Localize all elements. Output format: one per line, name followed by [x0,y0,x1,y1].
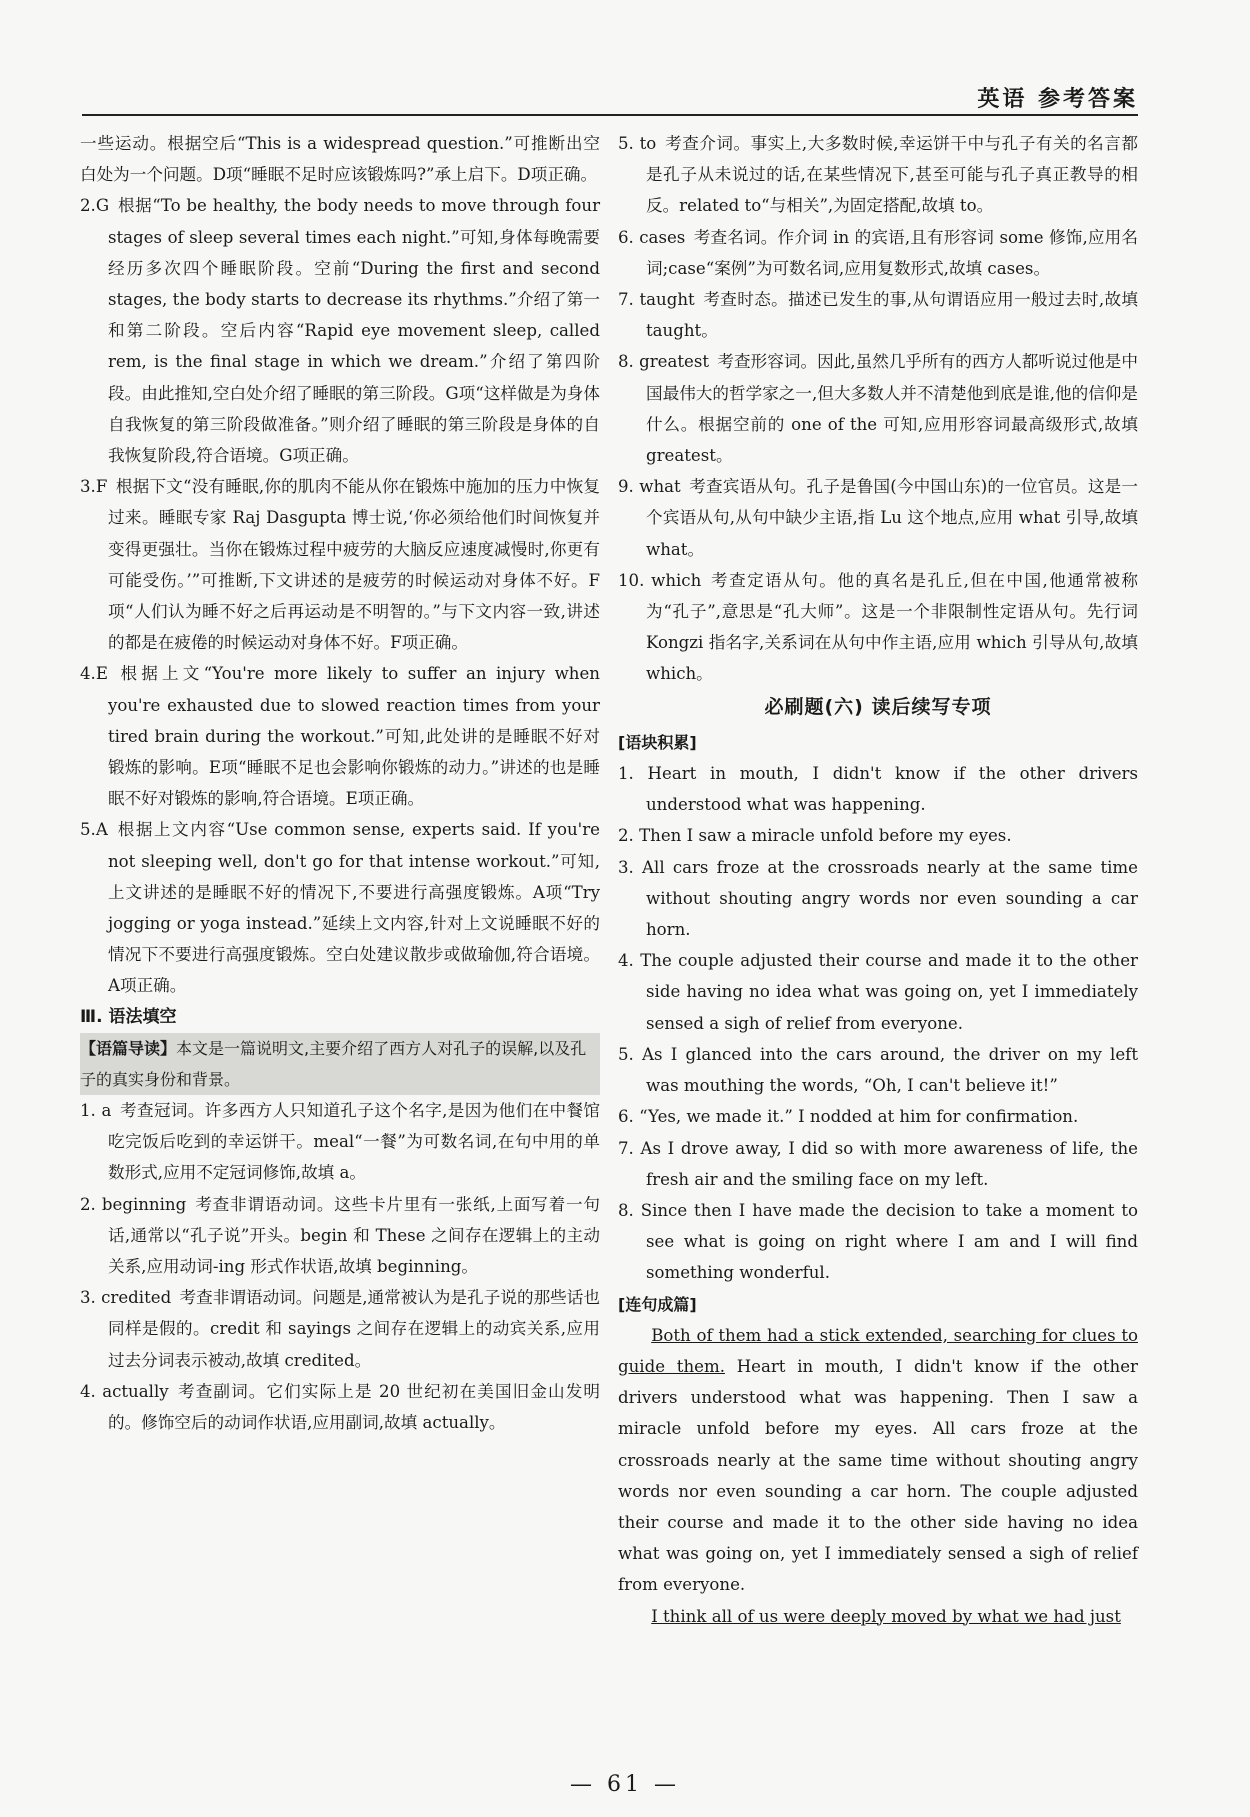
reading-answers [80,190,600,1001]
item-explanation: 根据上文“You're more likely to suffer an injury when you're exhausted due to slowed reaction times from your tired brain during the workout.”可知,此处讲的是睡眠不好对锻炼的影响。E项“睡眠不足也会影响你锻炼的动力。”讲述的也是睡眠不好对锻炼的影响,符合语境。E项正确。 [108,664,600,809]
underlined-opening: Both of them had a stick extended, searching for clues to guide them. [618,1325,1138,1376]
chunk-sentence: 4. The couple adjusted their course and made it to the other side having no idea what was going on, yet I immediately sensed a sigh of relief from everyone. [618,951,1138,1033]
grammar-item [618,471,1138,565]
grammar-item [80,1282,600,1376]
item-number: 1. a [80,1100,112,1120]
grammar-item [80,1189,600,1283]
item-number: 4.E [80,664,108,684]
item-explanation: 考查非谓语动词。问题是,通常被认为是孔子说的那些话也同样是假的。credit 和 sayings 之间存在逻辑上的动宾关系,应用过去分词表示被动,故填 credited。 [108,1288,600,1370]
item-number: 2.G [80,196,110,216]
passage-guide [80,1033,600,1095]
item-number: 5.A [80,820,108,840]
left-intro: 一些运动。根据空后“This is a widespread question.”可推断出空白处为一个问题。D项“睡眠不足时应该锻炼吗?”承上启下。D项正确。 [80,134,600,185]
grammar-item [618,222,1138,284]
guide-text: 本文是一篇说明文,主要介绍了西方人对孔子的误解,以及孔子的真实身份和背景。 [80,1038,587,1089]
answer-item [80,471,600,658]
item-number: 7. taught [618,290,695,310]
item-explanation: 考查定语从句。他的真名是孔丘,但在中国,他通常被称为“孔子”,意思是“孔大师”。这是一个非限制性定语从句。先行词 Kongzi 指名字,关系词在从句中作主语,应用 which 引导从句,故填 which。 [646,570,1138,684]
item-number: 8. greatest [618,352,710,372]
chunks-label: [语块积累] [618,732,697,752]
header-title: 英语 参考答案 [977,87,1138,112]
item-explanation: 根据上文内容“Use common sense, experts said. If you're not sleeping well, don't go for that intense workout.”可知,上文讲述的是睡眠不好的情况下,不要进行高强度锻炼。A项“Try jogging or yoga instead.”延续上文内容,针对上文说睡眠不好的情况下不要进行高强度锻炼。空白处建议散步或做瑜伽,符合语境。A项正确。 [108,820,600,996]
chunk-sentence: 8. Since then I have made the decision to take a moment to see what is going on right where I am and I will find something wonderful. [618,1200,1138,1283]
item-explanation: 根据“To be healthy, the body needs to move through four stages of sleep several times each night.”可知,身体每晚需要经历多次四个睡眠阶段。空前“During the first and second stages, the body starts to decrease its rhythms.”介绍了第一和第二阶段。空后内容“Rapid eye movement sleep, called rem, is the final stage in which we dream.”介绍了第四阶段。由此推知,空白处介绍了睡眠的第三阶段。G项“这样做是为身体自我恢复的第三阶段做准备。”则介绍了睡眠的第三阶段是身体的自我恢复阶段,符合语境。G项正确。 [108,196,600,466]
grammar-item [618,565,1138,690]
grammar-item [80,1095,600,1189]
section-3-heading: Ⅲ. 语法填空 [80,1006,177,1027]
item-explanation: 考查形容词。因此,虽然几乎所有的西方人都听说过他是中国最伟大的哲学家之一,但大多数人并不清楚他到底是谁,他的信仰是什么。根据空前的 one of the 可知,应用形容词最高级形式,故填 greatest。 [646,352,1139,466]
linked-paragraph-2 [618,1601,1138,1632]
chunk-sentence: 5. As I glanced into the cars around, the driver on my left was mouthing the words, “Oh, I can't believe it!” [618,1044,1138,1096]
item-explanation: 根据下文“没有睡眠,你的肌肉不能从你在锻炼中施加的压力中恢复过来。睡眠专家 Raj Dasgupta 博士说,‘你必须给他们时间恢复并变得更强壮。当你在锻炼过程中疲劳的大脑反应速度减慢时,你更有可能受伤。’”可推断,下文讲述的是疲劳的时候运动对身体不好。F项“人们认为睡不好之后再运动是不明智的。”与下文内容一致,讲述的都是在疲倦的时候运动对身体不好。F项正确。 [108,477,600,653]
grammar-answers-right [618,128,1138,690]
item-explanation: 考查宾语从句。孔子是鲁国(今中国山东)的一位官员。这是一个宾语从句,从句中缺少主语,指 Lu 这个地点,应用 what 引导,故填 what。 [646,477,1139,559]
chunk-list [618,758,1138,1288]
chunk-sentence: 2. Then I saw a miracle unfold before my eyes. [618,826,1012,846]
item-number: 9. what [618,477,681,497]
grammar-item [618,128,1138,222]
chunk-sentence: 3. All cars froze at the crossroads nearly at the same time without shouting angry words nor even sounding a car horn. [618,857,1138,940]
grammar-answers-left [80,1095,600,1438]
underlined-opening-2: I think all of us were deeply moved by what we had just [651,1606,1121,1626]
chunk-sentence: 6. “Yes, we made it.” I nodded at him for confirmation. [618,1107,1079,1127]
item-number: 3.F [80,477,108,497]
chunk-sentence: 1. Heart in mouth, I didn't know if the other drivers understood what was happening. [618,764,1138,815]
guide-tag: 【语篇导读】 [80,1038,177,1058]
grammar-item [618,346,1138,471]
answer-item [80,658,600,814]
item-explanation: 考查非谓语动词。这些卡片里有一张纸,上面写着一句话,通常以“孔子说”开头。begin 和 These 之间存在逻辑上的主动关系,应用动词-ing 形式作状语,故填 beginning。 [108,1194,600,1276]
chunk-sentence: 7. As I drove away, I did so with more awareness of life, the fresh air and the smiling face on my left. [618,1138,1138,1189]
item-number: 5. to [618,134,657,153]
grammar-item [80,1376,600,1438]
answer-item [80,190,600,471]
grammar-item [618,284,1138,346]
item-number: 6. cases [618,227,686,247]
item-number: 3. credited [80,1288,172,1308]
page-number: — 61 — [570,1772,680,1797]
section-6-title: 必刷题(六) 读后续写专项 [764,695,992,718]
page-header [82,80,1138,116]
linked-paragraph [618,1320,1138,1601]
paragraph-body: Heart in mouth, I didn't know if the other drivers understood what was happening. Then I saw a miracle unfold before my eyes. All cars froze at the crossroads nearly at the same time without shouting angry words nor even sounding a car horn. The couple adjusted their course and made it to the other side having no idea what was going on, yet I immediately sensed a sigh of relief from everyone. [618,1356,1138,1595]
answer-item [80,814,600,1001]
left-column [80,128,600,1438]
item-explanation: 考查冠词。许多西方人只知道孔子这个名字,是因为他们在中餐馆吃完饭后吃到的幸运饼干。meal“一餐”为可数名词,在句中用的单数形式,应用不定冠词修饰,故填 a。 [108,1100,601,1183]
item-explanation: 考查名词。作介词 in 的宾语,且有形容词 some 修饰,应用名词;case“案例”为可数名词,应用复数形式,故填 cases。 [646,227,1138,278]
link-label: [连句成篇] [618,1294,697,1314]
item-explanation: 考查副词。它们实际上是 20 世纪初在美国旧金山发明的。修饰空后的动词作状语,应用副词,故填 actually。 [108,1381,601,1432]
item-explanation: 考查介词。事实上,大多数时候,幸运饼干中与孔子有关的名言都是孔子从未说过的话,在某些情况下,甚至可能与孔子真正教导的相反。related to“与相关”,为固定搭配,故填 to。 [646,134,1138,216]
right-column [618,128,1138,1632]
item-number: 4. actually [80,1381,169,1401]
item-number: 2. beginning [80,1194,187,1214]
item-number: 10. which [618,570,702,590]
item-explanation: 考查时态。描述已发生的事,从句谓语应用一般过去时,故填 taught。 [646,290,1138,341]
